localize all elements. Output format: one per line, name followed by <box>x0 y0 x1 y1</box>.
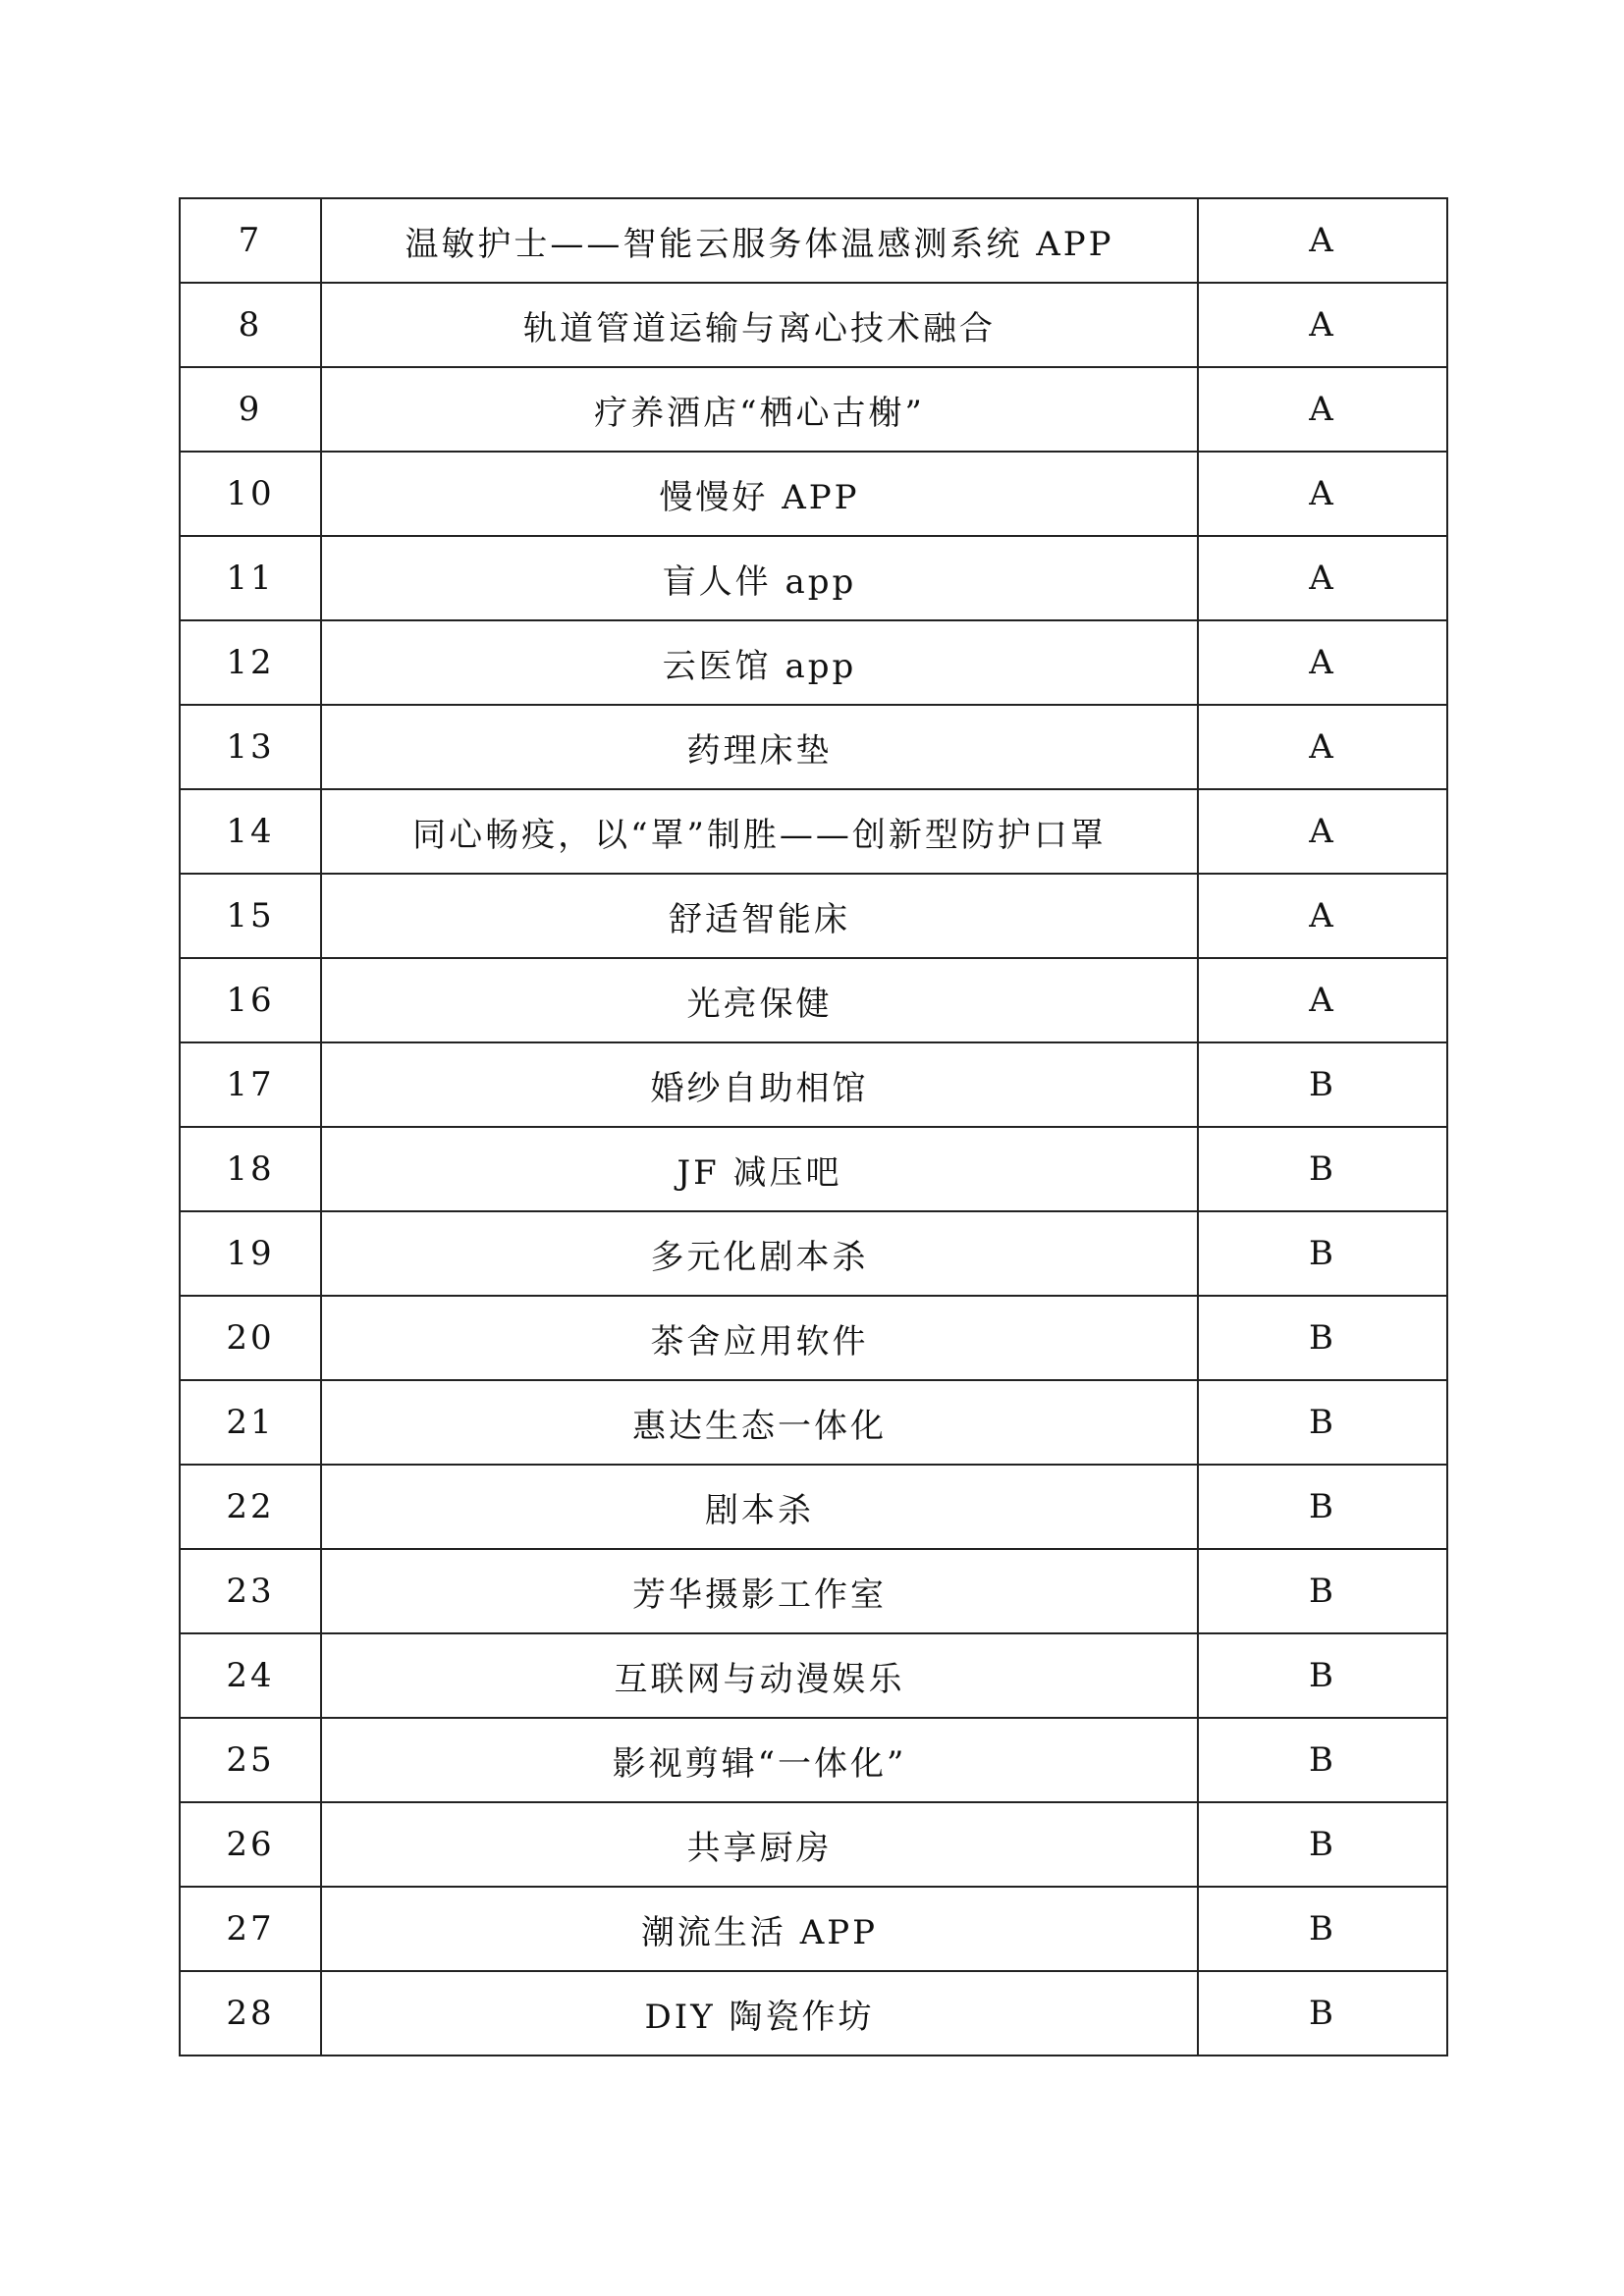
row-number: 8 <box>180 283 321 367</box>
project-name: 疗养酒店“栖心古榭” <box>321 367 1198 452</box>
table-row <box>180 705 1447 789</box>
project-grade: B <box>1198 1380 1447 1465</box>
project-grade: B <box>1198 1971 1447 2056</box>
row-number: 17 <box>180 1042 321 1127</box>
project-grade: A <box>1198 367 1447 452</box>
row-number: 14 <box>180 789 321 874</box>
row-number: 20 <box>180 1296 321 1380</box>
project-grade: B <box>1198 1211 1447 1296</box>
table-row <box>180 1802 1447 1887</box>
table-row <box>180 283 1447 367</box>
row-number: 10 <box>180 452 321 536</box>
table-row <box>180 198 1447 283</box>
project-name: 共享厨房 <box>321 1802 1198 1887</box>
project-name: 药理床垫 <box>321 705 1198 789</box>
table-row <box>180 1296 1447 1380</box>
row-number: 21 <box>180 1380 321 1465</box>
project-name: 婚纱自助相馆 <box>321 1042 1198 1127</box>
table-row <box>180 1380 1447 1465</box>
project-name: 互联网与动漫娱乐 <box>321 1633 1198 1718</box>
table-row <box>180 367 1447 452</box>
table-row <box>180 536 1447 620</box>
row-number: 11 <box>180 536 321 620</box>
row-number: 9 <box>180 367 321 452</box>
project-grade: B <box>1198 1802 1447 1887</box>
table-row <box>180 452 1447 536</box>
row-number: 16 <box>180 958 321 1042</box>
row-number: 18 <box>180 1127 321 1211</box>
row-number: 28 <box>180 1971 321 2056</box>
table-row <box>180 1127 1447 1211</box>
project-name: 多元化剧本杀 <box>321 1211 1198 1296</box>
project-grade-table <box>179 197 1448 2056</box>
row-number: 27 <box>180 1887 321 1971</box>
project-name: 慢慢好 APP <box>321 452 1198 536</box>
project-grade: B <box>1198 1465 1447 1549</box>
project-grade: B <box>1198 1633 1447 1718</box>
row-number: 12 <box>180 620 321 705</box>
row-number: 24 <box>180 1633 321 1718</box>
table-row <box>180 1211 1447 1296</box>
project-name: 光亮保健 <box>321 958 1198 1042</box>
project-grade: B <box>1198 1549 1447 1633</box>
project-name: 潮流生活 APP <box>321 1887 1198 1971</box>
project-name: 剧本杀 <box>321 1465 1198 1549</box>
project-grade: B <box>1198 1127 1447 1211</box>
project-name: 同心畅疫，以“罩”制胜——创新型防护口罩 <box>321 789 1198 874</box>
project-grade: A <box>1198 198 1447 283</box>
project-name: 云医馆 app <box>321 620 1198 705</box>
project-name: 舒适智能床 <box>321 874 1198 958</box>
project-grade: B <box>1198 1718 1447 1802</box>
project-grade: A <box>1198 452 1447 536</box>
table-row <box>180 1971 1447 2056</box>
row-number: 19 <box>180 1211 321 1296</box>
row-number: 7 <box>180 198 321 283</box>
project-grade: A <box>1198 874 1447 958</box>
table-row <box>180 789 1447 874</box>
project-name: 芳华摄影工作室 <box>321 1549 1198 1633</box>
project-grade: B <box>1198 1042 1447 1127</box>
project-name: DIY 陶瓷作坊 <box>321 1971 1198 2056</box>
row-number: 22 <box>180 1465 321 1549</box>
project-name: 轨道管道运输与离心技术融合 <box>321 283 1198 367</box>
table-row <box>180 1887 1447 1971</box>
project-grade: B <box>1198 1296 1447 1380</box>
project-name: 影视剪辑“一体化” <box>321 1718 1198 1802</box>
project-name: 茶舍应用软件 <box>321 1296 1198 1380</box>
project-name: 盲人伴 app <box>321 536 1198 620</box>
project-name: 惠达生态一体化 <box>321 1380 1198 1465</box>
row-number: 13 <box>180 705 321 789</box>
table-row <box>180 1718 1447 1802</box>
project-name: JF 减压吧 <box>321 1127 1198 1211</box>
project-grade: A <box>1198 958 1447 1042</box>
table-row <box>180 620 1447 705</box>
project-name: 温敏护士——智能云服务体温感测系统 APP <box>321 198 1198 283</box>
project-grade: A <box>1198 705 1447 789</box>
project-grade: B <box>1198 1887 1447 1971</box>
table-row <box>180 1549 1447 1633</box>
row-number: 25 <box>180 1718 321 1802</box>
project-grade: A <box>1198 283 1447 367</box>
table-row <box>180 1042 1447 1127</box>
row-number: 23 <box>180 1549 321 1633</box>
table-row <box>180 1465 1447 1549</box>
project-grade: A <box>1198 536 1447 620</box>
project-grade: A <box>1198 789 1447 874</box>
table-row <box>180 874 1447 958</box>
table-row <box>180 1633 1447 1718</box>
row-number: 15 <box>180 874 321 958</box>
project-grade: A <box>1198 620 1447 705</box>
table-row <box>180 958 1447 1042</box>
row-number: 26 <box>180 1802 321 1887</box>
